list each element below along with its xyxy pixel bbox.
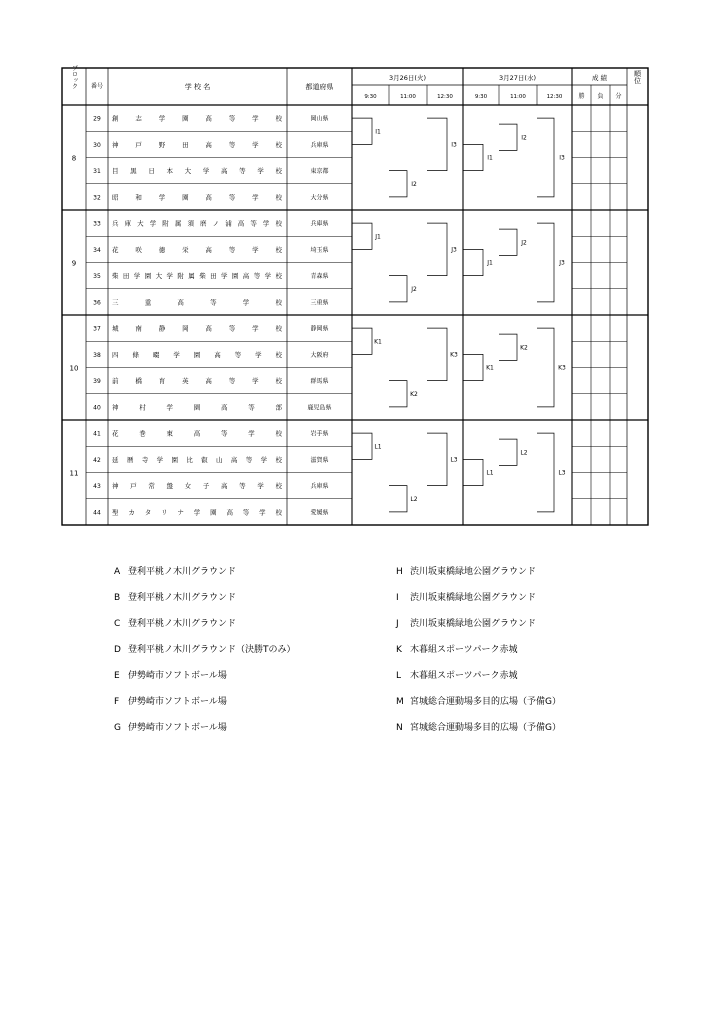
legend-item (114, 722, 296, 734)
team-number: 37 (93, 325, 101, 333)
legend-venue: 登利平桃ノ木川グラウンド (128, 567, 237, 577)
school-name: 柴田学園大学附属柴田学園高等学校 (112, 272, 282, 281)
team-number: 31 (93, 168, 101, 176)
legend-letter: D (114, 645, 121, 655)
prefecture: 大分県 (310, 194, 329, 202)
legend-letter: A (114, 567, 121, 577)
legend-venue: 木暮組スポーツパーク赤城 (410, 671, 518, 681)
time-label: 9:30 (364, 94, 377, 100)
block-group (62, 315, 648, 411)
bracket-2 (499, 334, 517, 360)
block-label: 8 (71, 154, 77, 163)
venue-legend-left (114, 566, 296, 734)
bracket-3 (537, 118, 554, 197)
block-label: 11 (69, 469, 79, 478)
header-school: 学 校 名 (184, 83, 211, 91)
team-number: 32 (93, 194, 101, 202)
prefecture: 愛媛県 (310, 509, 329, 517)
school-name: 前 橋 育 英 高 等 学 校 (112, 377, 282, 386)
header-draw: 分 (615, 93, 622, 100)
match-label: K1 (374, 338, 382, 346)
match-label: L2 (410, 495, 418, 503)
match-label: L3 (450, 456, 458, 464)
header-loss: 負 (597, 93, 604, 100)
legend-item (396, 618, 561, 630)
bracket-1 (352, 433, 372, 459)
team-number: 33 (93, 220, 101, 228)
legend-venue: 登利平桃ノ木川グラウンド (128, 593, 237, 603)
bracket-1 (352, 223, 372, 249)
team-number: 41 (93, 430, 101, 438)
team-number: 29 (93, 115, 101, 123)
legend-letter: L (396, 671, 402, 681)
match-label: I1 (375, 128, 381, 136)
time-label: 12:30 (437, 94, 453, 100)
prefecture: 埼玉県 (310, 246, 329, 254)
team-number: 34 (93, 246, 101, 254)
school-name: 神 村 学 園 高 等 部 (112, 403, 282, 412)
bracket-3 (427, 433, 447, 486)
legend-venue: 登利平桃ノ木川グラウンド (128, 619, 237, 629)
team-number: 35 (93, 273, 101, 281)
legend-item (114, 592, 296, 604)
match-label: K2 (410, 390, 418, 398)
legend-letter: I (396, 593, 399, 603)
match-label: J3 (559, 259, 565, 267)
school-name: 延暦寺学園比叡山高等学校 (112, 455, 282, 464)
match-label: J1 (375, 233, 381, 241)
legend-letter: F (114, 697, 120, 707)
prefecture: 鹿児島県 (307, 404, 332, 412)
bracket-2 (389, 276, 407, 302)
block-label: 9 (71, 259, 77, 268)
legend-letter: G (114, 723, 121, 733)
block-label: 10 (69, 364, 79, 373)
header-block: ブロック (70, 65, 78, 89)
legend-letter: N (396, 723, 403, 733)
prefecture: 兵庫県 (310, 141, 329, 149)
school-name: 昭 和 学 園 高 等 学 校 (112, 193, 282, 202)
bracket-2 (499, 124, 517, 150)
legend-venue: 伊勢崎市ソフトボール場 (128, 697, 227, 707)
team-number: 36 (93, 299, 101, 307)
bracket-3 (427, 328, 447, 381)
school-name: 兵庫大学附属須磨ノ浦高等学校 (112, 219, 282, 228)
prefecture: 大阪府 (310, 351, 329, 359)
match-label: J2 (521, 239, 527, 247)
header-day1: 3月26日(火) (389, 74, 426, 82)
team-number: 42 (93, 456, 101, 464)
legend-letter: J (396, 619, 399, 629)
match-label: I3 (559, 154, 565, 162)
legend-item (114, 618, 296, 630)
legend-venue: 伊勢崎市ソフトボール場 (128, 671, 227, 681)
block-group (62, 210, 648, 306)
match-label: I2 (411, 180, 417, 188)
match-label: J2 (411, 285, 417, 293)
bracket-1 (463, 354, 483, 380)
legend-venue: 木暮組スポーツパーク赤城 (410, 645, 518, 655)
match-label: K3 (558, 364, 566, 372)
block-group (72, 114, 627, 202)
school-name: 聖 カ タ リ ナ 学 園 高 等 学 校 (112, 508, 282, 517)
school-name: 目 黒 日 本 大 学 高 等 学 校 (112, 167, 282, 176)
legend-letter: H (396, 567, 403, 577)
team-number: 38 (93, 351, 101, 359)
legend-venue: 渋川坂東橋緑地公園グラウンド (410, 619, 537, 629)
match-label: L2 (520, 449, 528, 457)
legend-venue: 伊勢崎市ソフトボール場 (128, 723, 227, 733)
bracket-3 (537, 433, 554, 512)
legend-item (396, 722, 561, 734)
bracket-3 (427, 118, 447, 171)
match-label: I1 (487, 154, 493, 162)
prefecture: 滋賀県 (310, 456, 329, 464)
header-results: 成 績 (591, 74, 608, 82)
legend-item (114, 670, 296, 682)
legend-letter: M (396, 697, 404, 707)
time-label: 11:00 (400, 94, 416, 100)
team-number: 44 (93, 509, 101, 517)
legend-venue: 渋川坂東橋緑地公園グラウンド (410, 567, 537, 577)
legend-letter: E (114, 671, 120, 681)
legend-item (396, 592, 561, 604)
match-label: I2 (521, 134, 527, 142)
legend-venue: 宮城総合運動場多目的広場（予備G） (410, 723, 561, 733)
header-win: 勝 (578, 93, 585, 100)
school-name: 四 條 畷 学 園 高 等 学 校 (112, 350, 282, 359)
team-number: 30 (93, 141, 101, 149)
school-name: 三 重 高 等 学 校 (112, 298, 282, 307)
bracket-2 (389, 486, 407, 512)
legend-item (114, 696, 296, 708)
prefecture: 東京都 (310, 168, 329, 176)
block-group (62, 420, 648, 516)
legend-item (396, 696, 561, 708)
prefecture: 岩手県 (310, 430, 329, 438)
bracket-2 (499, 439, 517, 465)
legend-venue: 宮城総合運動場多目的広場（予備G） (410, 697, 561, 707)
bracket-2 (499, 229, 517, 255)
prefecture: 青森県 (310, 273, 329, 281)
legend-letter: K (396, 645, 402, 655)
bracket-2 (389, 171, 407, 197)
bracket-3 (427, 223, 447, 276)
legend-venue: 登利平桃ノ木川グラウンド（決勝Tのみ） (128, 645, 296, 655)
bracket-1 (463, 459, 483, 485)
bracket-3 (537, 328, 554, 407)
school-name: 創 志 学 園 高 等 学 校 (112, 114, 282, 123)
legend-item (114, 566, 296, 578)
school-name: 城 南 静 岡 高 等 学 校 (112, 324, 282, 333)
match-label: K2 (520, 344, 528, 352)
time-label: 12:30 (546, 94, 563, 100)
header-pref: 都道府県 (305, 83, 334, 91)
bracket-1 (463, 249, 483, 275)
time-label: 9:30 (474, 94, 488, 100)
school-name: 花 咲 徳 栄 高 等 学 校 (112, 245, 282, 254)
legend-item (396, 670, 561, 682)
bracket-3 (537, 223, 554, 302)
venue-legend-right (396, 566, 561, 734)
prefecture: 静岡県 (310, 325, 329, 333)
match-label: L1 (374, 443, 382, 451)
legend-item (114, 644, 296, 656)
team-number: 40 (93, 404, 101, 412)
prefecture: 群馬県 (310, 378, 329, 386)
bracket-1 (352, 328, 372, 354)
school-name: 花 巻 東 高 等 学 校 (112, 429, 282, 438)
prefecture: 兵庫県 (310, 220, 329, 228)
match-label: K3 (450, 351, 458, 359)
match-label: J3 (451, 246, 457, 254)
school-name: 神 戸 野 田 高 等 学 校 (112, 140, 282, 149)
bracket-1 (352, 118, 372, 144)
school-name: 神 戸 常 盤 女 子 高 等 学 校 (112, 482, 282, 491)
team-number: 43 (93, 483, 101, 491)
table-border (62, 68, 648, 525)
match-label: I3 (451, 141, 457, 149)
legend-venue: 渋川坂東橋緑地公園グラウンド (410, 593, 537, 603)
legend-letter: C (114, 619, 121, 629)
match-label: K1 (486, 364, 494, 372)
header-day2: 3月27日(水) (499, 74, 536, 82)
prefecture: 三重県 (310, 299, 329, 307)
prefecture: 岡山県 (310, 115, 329, 123)
header-number: 番号 (90, 83, 104, 90)
legend-item (396, 644, 561, 656)
team-number: 39 (93, 378, 101, 386)
match-label: L3 (558, 469, 566, 477)
legend-letter: B (114, 593, 121, 603)
time-label: 11:00 (510, 94, 526, 100)
match-label: J1 (487, 259, 493, 267)
prefecture: 兵庫県 (310, 483, 329, 491)
bracket-2 (389, 381, 407, 407)
match-label: L1 (486, 469, 494, 477)
header-rank: 順位 (633, 70, 642, 84)
legend-item (396, 566, 561, 578)
bracket-1 (463, 144, 483, 170)
